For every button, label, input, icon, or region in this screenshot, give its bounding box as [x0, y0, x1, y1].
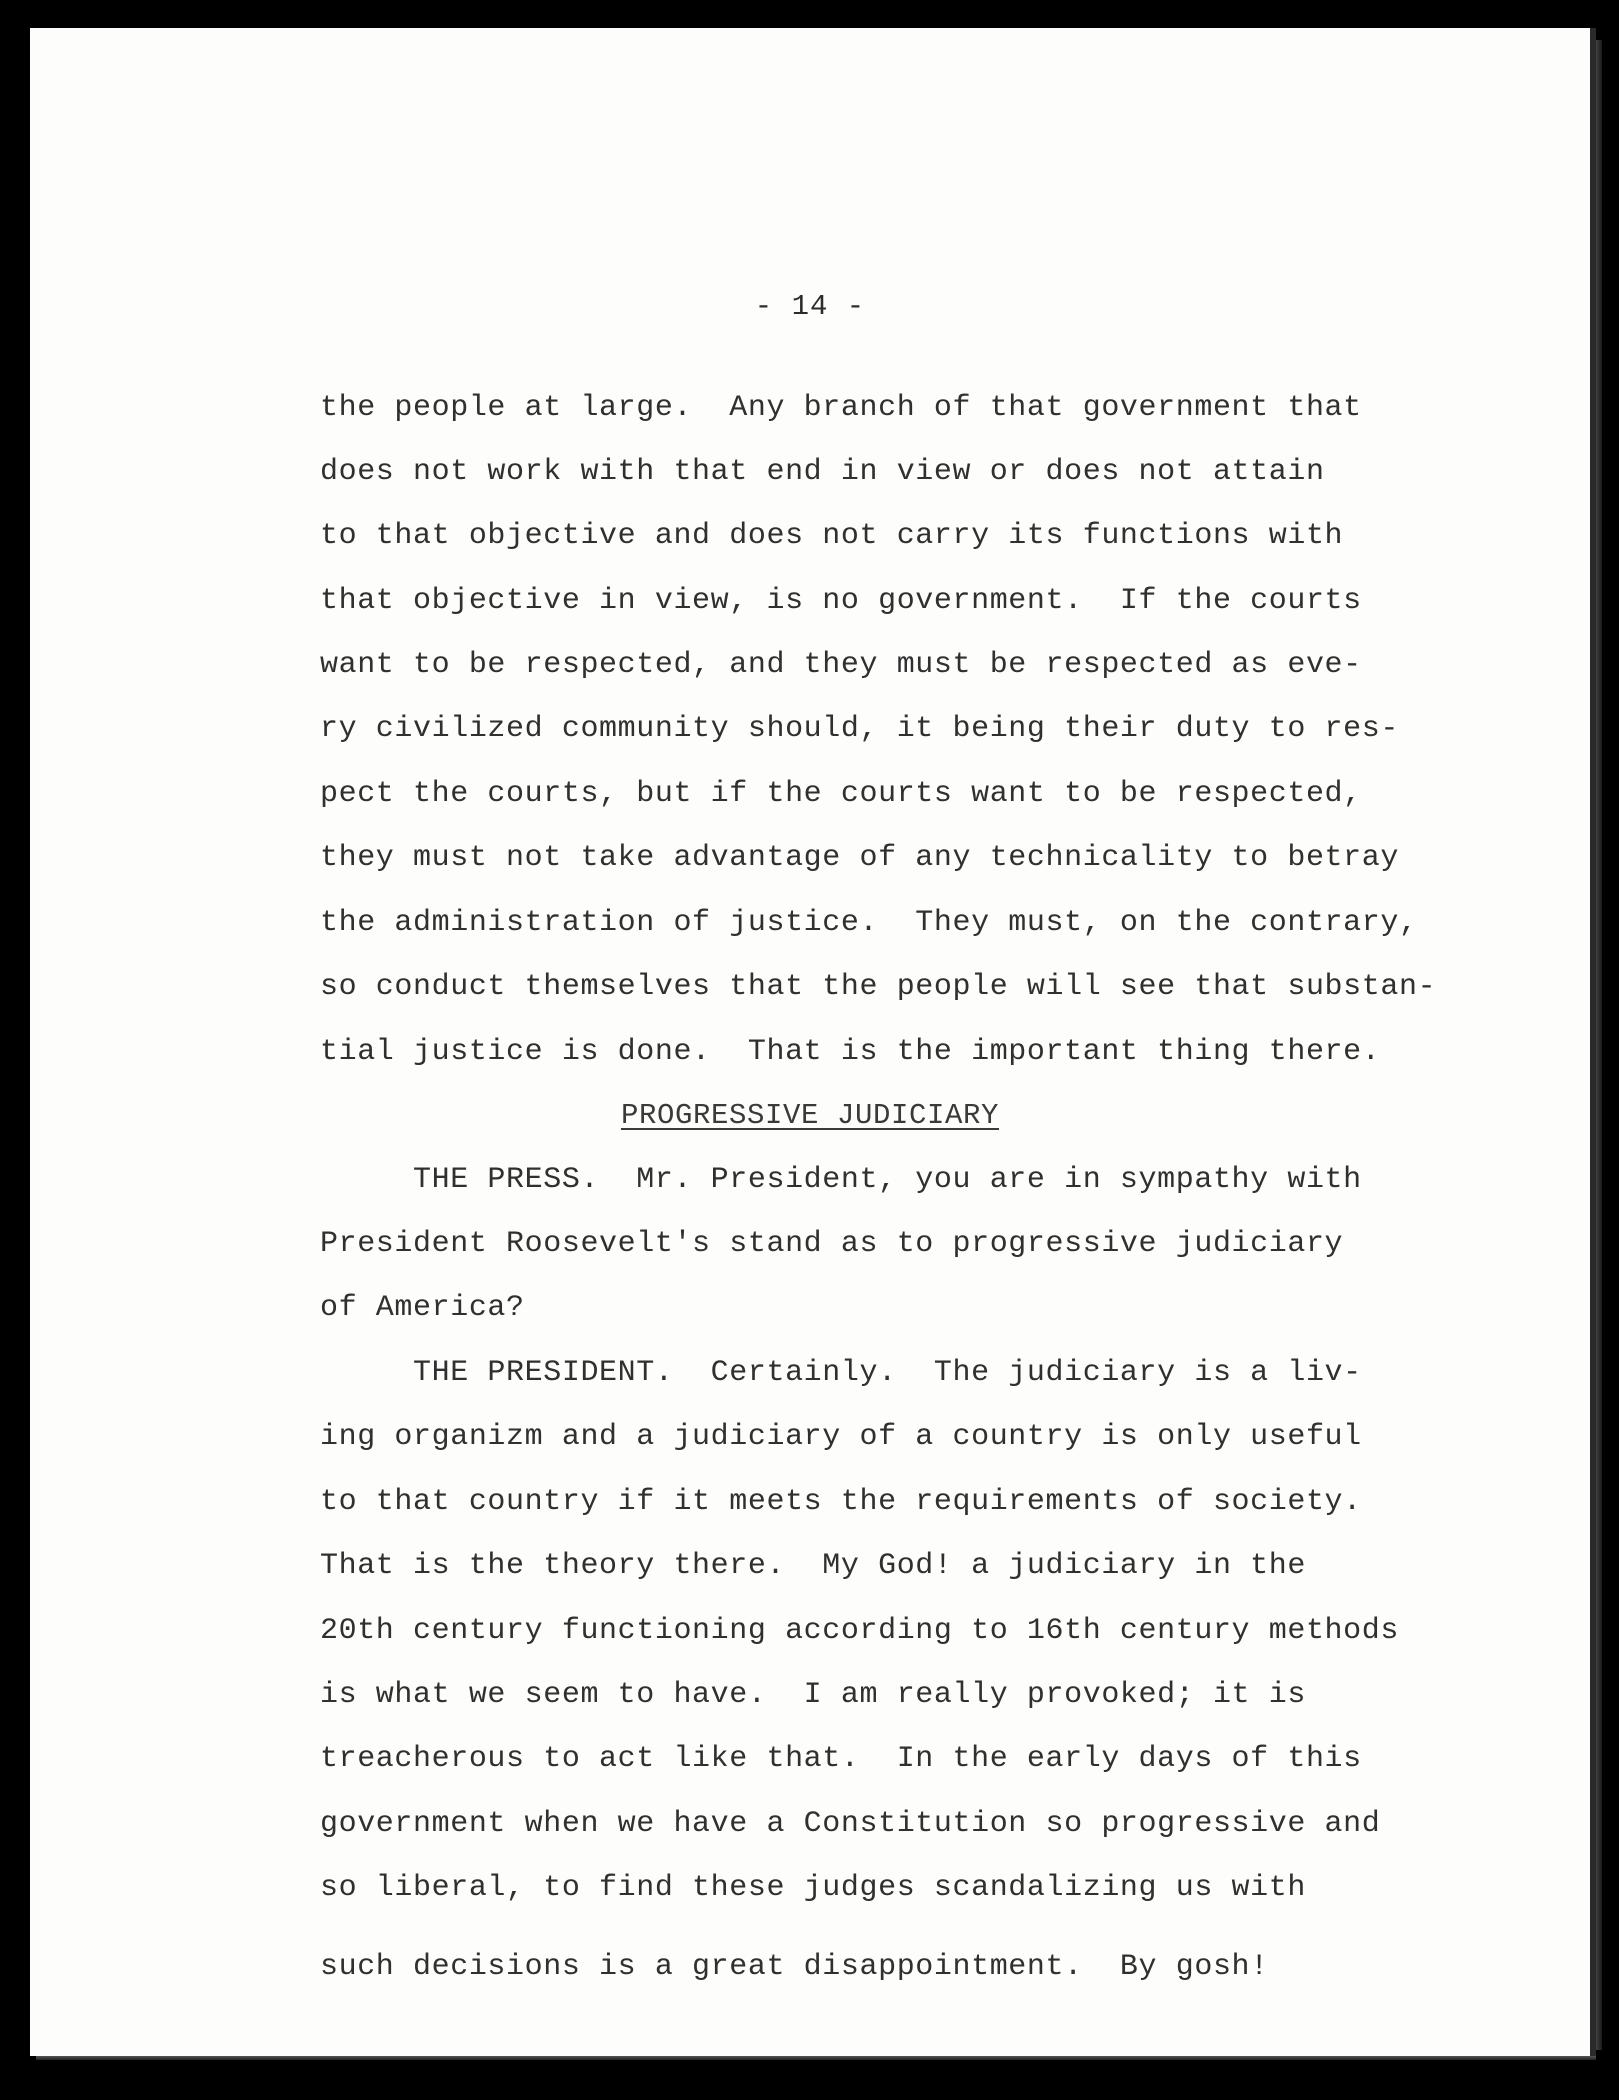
text-line-15: THE PRESIDENT. Certainly. The judiciary is a liv- — [320, 1356, 1362, 1390]
text-line-9: the administration of justice. They must, on the contrary, — [320, 906, 1418, 940]
text-line-14: of America? — [320, 1291, 525, 1325]
page-number: - 14 - — [754, 290, 866, 323]
text-line-19: 20th century functioning according to 16th century methods — [320, 1614, 1399, 1648]
text-line-1: the people at large. Any branch of that government that — [320, 391, 1362, 425]
text-line-4: that objective in view, is no government. If the courts — [320, 584, 1362, 618]
text-line-17: to that country if it meets the requirements of society. — [320, 1485, 1362, 1519]
text-line-23: so liberal, to find these judges scandalizing us with — [320, 1871, 1306, 1905]
text-line-5: want to be respected, and they must be respected as eve- — [320, 648, 1362, 682]
text-line-3: to that objective and does not carry its functions with — [320, 519, 1344, 553]
text-line-22: government when we have a Constitution so progressive and — [320, 1807, 1381, 1841]
section-heading — [30, 1098, 1590, 1134]
text-line-7: pect the courts, but if the courts want to be respected, — [320, 777, 1362, 811]
section-heading-text: PROGRESSIVE JUDICIARY — [620, 1099, 1000, 1132]
text-line-24: such decisions is a great disappointment. By gosh! — [320, 1950, 1269, 1984]
text-line-8: they must not take advantage of any technicality to betray — [320, 841, 1399, 875]
text-line-6: ry civilized community should, it being their duty to res- — [320, 712, 1399, 746]
text-line-10: so conduct themselves that the people will see that substan- — [320, 970, 1437, 1004]
text-line-18: That is the theory there. My God! a judiciary in the — [320, 1549, 1306, 1583]
text-line-21: treacherous to act like that. In the early days of this — [320, 1742, 1362, 1776]
paper-sheet — [30, 28, 1596, 2056]
text-line-20: is what we seem to have. I am really provoked; it is — [320, 1678, 1306, 1712]
text-line-12: THE PRESS. Mr. President, you are in sympathy with — [320, 1163, 1362, 1197]
text-line-16: ing organizm and a judiciary of a country is only useful — [320, 1420, 1362, 1454]
text-line-2: does not work with that end in view or does not attain — [320, 455, 1325, 489]
text-line-13: President Roosevelt's stand as to progressive judiciary — [320, 1227, 1344, 1261]
text-line-11: tial justice is done. That is the important thing there. — [320, 1035, 1381, 1069]
